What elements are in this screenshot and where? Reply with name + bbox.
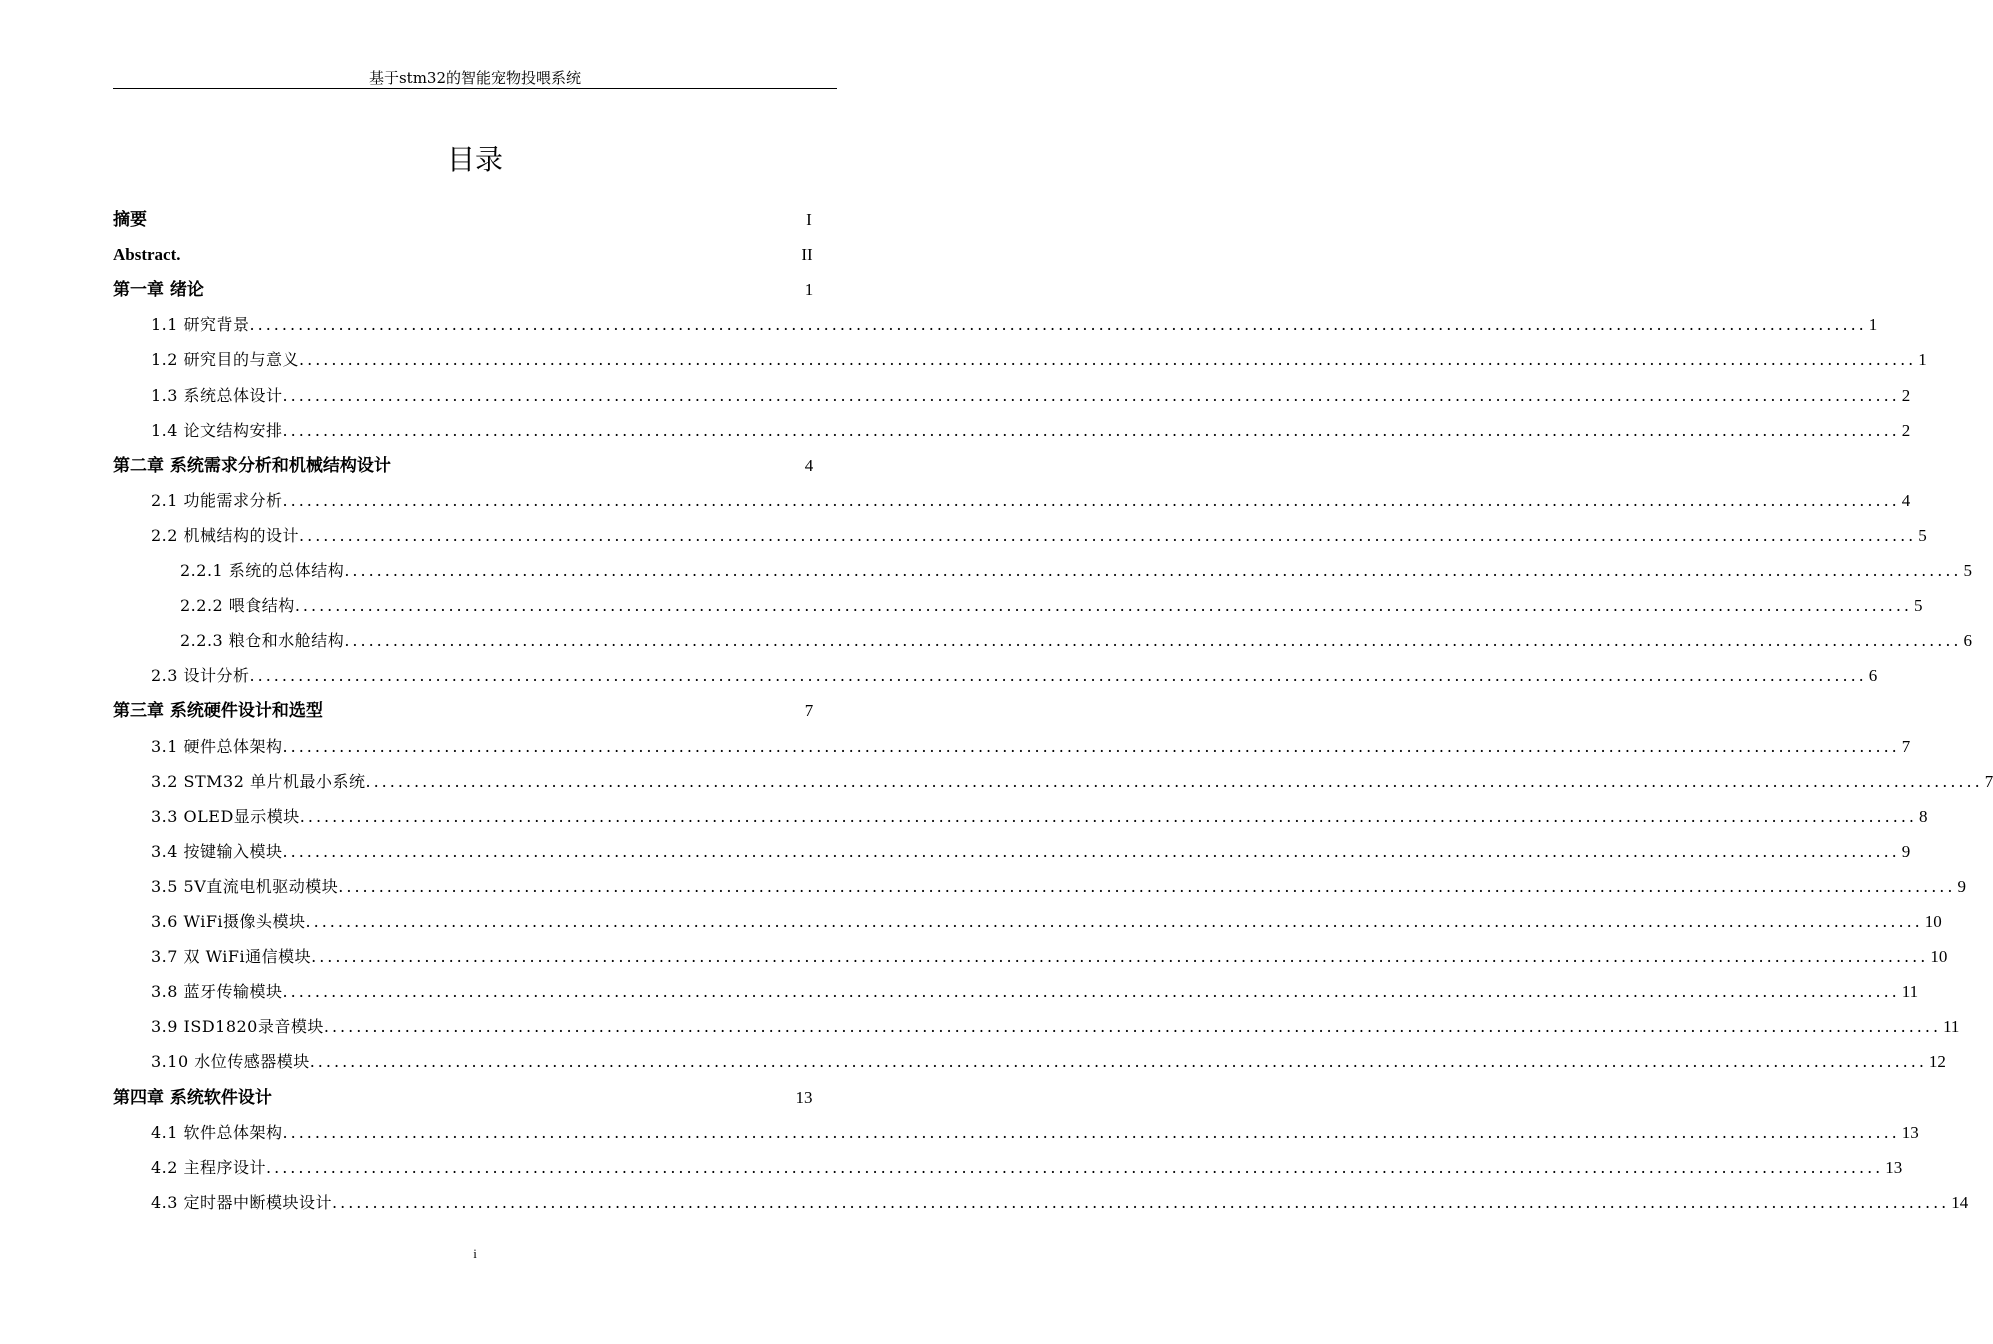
toc-dot-leader: ........................................................................................................................................................................................................: [282, 385, 1900, 405]
toc-entry-page: 4: [1901, 490, 1911, 510]
toc-dot-leader: ........................................................................................................................................................................................................: [282, 736, 1900, 756]
toc-entry-page: 13: [1901, 1122, 1919, 1142]
toc-entry-page: 8: [1918, 806, 1928, 826]
toc-entry-label: 3.5 5V直流电机驱动模块: [151, 876, 339, 896]
toc-dot-leader: ........................................................................................................................................................................................................: [282, 420, 1900, 440]
toc-subsection-entry[interactable]: [180, 558, 1972, 584]
toc-section-entry[interactable]: [151, 312, 1878, 338]
toc-entry-label: 3.3 OLED显示模块: [151, 806, 300, 826]
toc-section-entry[interactable]: [151, 523, 1927, 549]
toc-dot-leader: ........................................................................................................................................................................................................: [282, 490, 1900, 510]
toc-entry-page: II: [801, 245, 813, 265]
toc-entry-label: 2.2.1 系统的总体结构: [180, 561, 345, 580]
toc-section-entry[interactable]: [151, 909, 1942, 935]
toc-entry-label: 3.10 水位传感器模块: [151, 1052, 310, 1072]
toc-dot-leader: ........................................................................................................................................................................................................: [365, 771, 1983, 791]
toc-entry-page: 13: [795, 1087, 813, 1107]
toc-dot-leader: ........................................................................................................................................................................................................: [294, 596, 1912, 616]
toc-entry-page: 14: [1951, 1192, 1969, 1212]
toc-section-entry[interactable]: [151, 944, 1948, 970]
toc-section-entry[interactable]: [151, 839, 1911, 865]
toc-dot-leader: ........................................................................................................................................................................................................: [266, 1157, 1884, 1177]
toc-entry-page: 7: [1901, 736, 1911, 756]
toc-dot-leader: ........................................................................................................................................................................................................: [332, 1192, 1950, 1212]
toc-entry-label: 1.2 研究目的与意义: [151, 350, 300, 370]
toc-dot-leader: ........................................................................................................................................................................................................: [282, 841, 1900, 861]
toc-entry-label: 2.2.3 粮仓和水舱结构: [180, 631, 345, 651]
toc-entry-page: 4: [804, 455, 814, 475]
toc-section-entry[interactable]: [151, 769, 1993, 795]
toc-entry-page: 9: [1957, 876, 1966, 896]
toc-entry-page: 5: [1914, 596, 1923, 616]
toc-entry-label: 3.2 STM32 单片机最小系统: [151, 771, 366, 791]
toc-dot-leader: ........................................................................................................................................................................................................: [338, 876, 1956, 896]
toc-entry-page: 9: [1901, 841, 1911, 861]
toc-entry-label: 4.2 主程序设计: [151, 1157, 267, 1177]
toc-dot-leader: ........................................................................................................................................................................................................: [299, 350, 1917, 370]
toc-entry-page: 6: [1868, 666, 1878, 686]
toc-section-entry[interactable]: [151, 734, 1911, 760]
toc-entry-page: 5: [1918, 525, 1927, 545]
toc-entry-label: 3.7 双 WiFi通信模块: [151, 947, 312, 967]
toc-section-entry[interactable]: [151, 1155, 1903, 1181]
toc-section-entry[interactable]: [151, 347, 1927, 373]
toc-entry-label: 2.3 设计分析: [151, 666, 250, 686]
toc-section-entry[interactable]: [151, 1190, 1969, 1216]
toc-section-entry[interactable]: [151, 1049, 1946, 1075]
toc-dot-leader: ........................................................................................................................................................................................................: [305, 912, 1923, 931]
toc-entry-page: 11: [1943, 1017, 1960, 1037]
toc-entry-label: 2.2.2 喂食结构: [180, 596, 295, 616]
toc-section-entry[interactable]: [151, 979, 1919, 1005]
toc-section-entry[interactable]: [151, 874, 1966, 900]
toc-dot-leader: ........................................................................................................................................................................................................: [323, 1017, 1942, 1037]
toc-entry-page: 1: [1918, 350, 1927, 370]
toc-entry-label: 第二章 系统需求分析和机械结构设计: [113, 455, 391, 476]
toc-entry-label: 摘要: [113, 210, 147, 230]
toc-section-entry[interactable]: [151, 488, 1911, 514]
toc-entry-page: 10: [1924, 912, 1942, 931]
toc-section-entry[interactable]: [151, 1120, 1919, 1146]
toc-entry-label: 3.6 WiFi摄像头模块: [151, 912, 306, 931]
toc-entry-label: 第三章 系统硬件设计和选型: [113, 701, 323, 722]
toc-entry-page: 6: [1963, 631, 1972, 651]
toc-entry-label: 4.3 定时器中断模块设计: [151, 1192, 333, 1212]
toc-entry-label: 3.1 硬件总体架构: [151, 736, 283, 756]
toc-section-entry[interactable]: [151, 663, 1878, 689]
toc-dot-leader: ........................................................................................................................................................................................................: [309, 1052, 1927, 1072]
toc-entry-page: 1: [804, 280, 814, 300]
toc-entry-page: 7: [1984, 771, 1993, 791]
toc-dot-leader: ........................................................................................................................................................................................................: [282, 982, 1900, 1002]
toc-subsection-entry[interactable]: [180, 593, 1923, 619]
toc-entry-page: 2: [1901, 420, 1911, 440]
toc-entry-page: 2: [1901, 385, 1911, 405]
toc-section-entry[interactable]: [151, 418, 1911, 444]
toc-entry-label: 1.1 研究背景: [151, 315, 250, 335]
toc-dot-leader: ........................................................................................................................................................................................................: [344, 631, 1962, 651]
toc-dot-leader: ........................................................................................................................................................................................................: [282, 1122, 1900, 1142]
toc-dot-leader: ........................................................................................................................................................................................................: [249, 315, 1867, 335]
toc-entry-label: 3.8 蓝牙传输模块: [151, 982, 283, 1002]
toc-section-entry[interactable]: [151, 383, 1911, 409]
toc-entry-label: 第一章 绪论: [113, 280, 204, 301]
toc-entry-label: 3.9 ISD1820录音模块: [151, 1017, 324, 1037]
toc-dot-leader: ........................................................................................................................................................................................................: [299, 525, 1917, 545]
toc-dot-leader: ........................................................................................................................................................................................................: [311, 947, 1929, 967]
toc-entry-page: I: [806, 210, 812, 229]
toc-entry-page: 5: [1963, 561, 1972, 580]
toc-entry-label: 3.4 按键输入模块: [151, 841, 283, 861]
page-title: 目录: [446, 143, 503, 176]
toc-entry-page: 12: [1928, 1052, 1946, 1072]
toc-dot-leader: ........................................................................................................................................................................................................: [344, 561, 1962, 580]
toc-entry-label: 4.1 软件总体架构: [151, 1122, 283, 1142]
page-number: i: [473, 1246, 477, 1261]
running-header: 基于stm32的智能宠物投喂系统: [368, 69, 582, 87]
toc-section-entry[interactable]: [151, 804, 1928, 830]
toc-entry-page: 10: [1930, 947, 1948, 967]
toc-entry-label: 1.4 论文结构安排: [151, 420, 283, 440]
toc-entry-label: 2.2 机械结构的设计: [151, 525, 300, 545]
toc-dot-leader: ........................................................................................................................................................................................................: [249, 666, 1867, 686]
toc-entry-page: 7: [804, 701, 814, 721]
toc-dot-leader: ........................................................................................................................................................................................................: [299, 806, 1917, 826]
toc-entry-label: 第四章 系统软件设计: [113, 1087, 272, 1108]
toc-entry-label: Abstract.: [113, 245, 181, 265]
toc-entry-page: 1: [1868, 315, 1878, 335]
toc-entry-page: 11: [1901, 982, 1919, 1002]
toc-entry-label: 1.3 系统总体设计: [151, 385, 283, 405]
toc-entry-page: 13: [1885, 1157, 1903, 1177]
toc-entry-label: 2.1 功能需求分析: [151, 490, 283, 510]
toc-section-entry[interactable]: [151, 1014, 1960, 1040]
toc-subsection-entry[interactable]: [180, 628, 1972, 654]
